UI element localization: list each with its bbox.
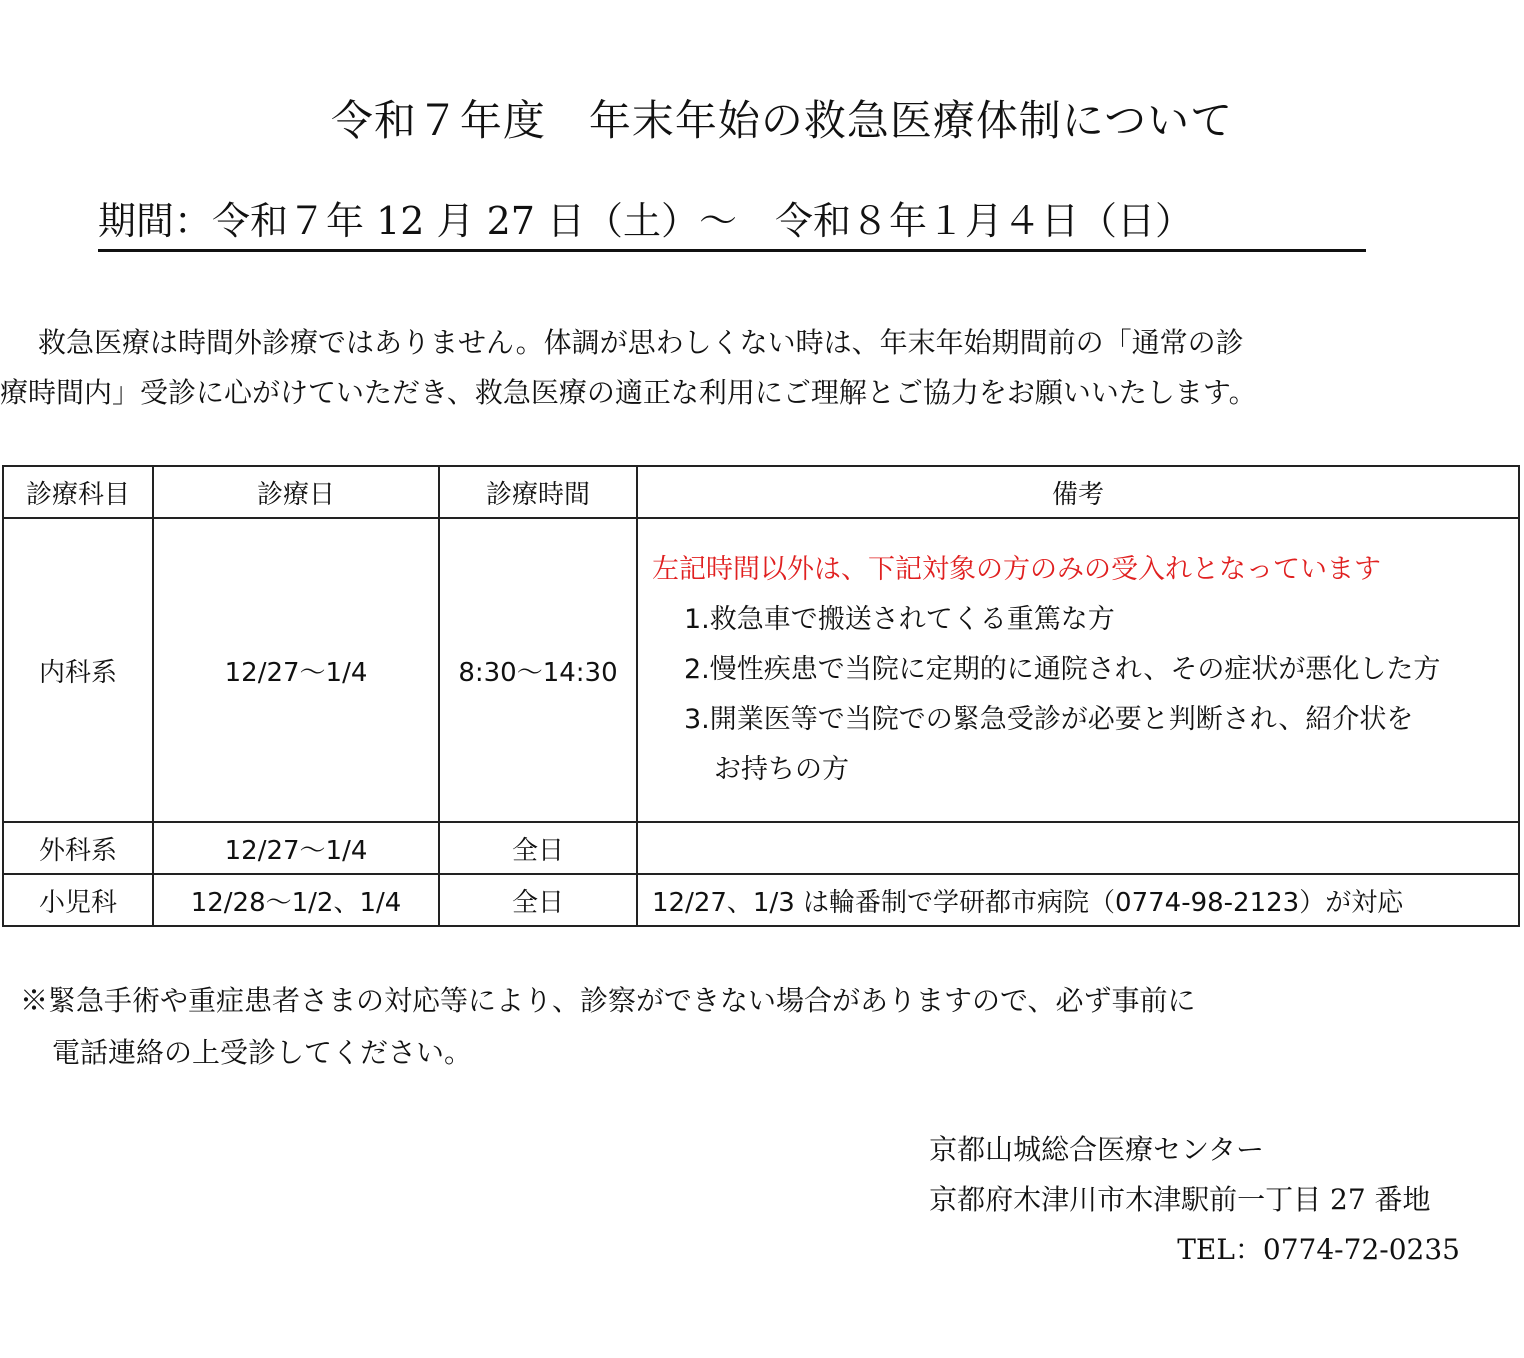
intro-line-2: 療時間内」受診に心がけていただき、救急医療の適正な利用にご理解とご協力をお願いいたします。 [0, 376, 1257, 409]
list-item: 3.開業医等で当院での緊急受診が必要と判断され、紹介状を [684, 704, 1414, 735]
cell-dept: 小児科 [3, 874, 153, 926]
period-heading: 期間：令和７年 12 月 27 日（土）～ 令和８年１月４日（日） [98, 190, 1366, 252]
remarks-red-note: 左記時間以外は、下記対象の方のみの受入れとなっています [652, 554, 1381, 585]
list-item: 1.救急車で搬送されてくる重篤な方 [684, 604, 1115, 635]
note-line-1: ※緊急手術や重症患者さまの対応等により、診察ができない場合がありますので、必ず事前に [20, 984, 1196, 1017]
header-remarks: 備考 [637, 466, 1519, 518]
schedule-table [2, 465, 1520, 927]
list-item-continuation [684, 745, 1518, 795]
cell-hours: 全日 [439, 874, 637, 926]
org-name: 京都山城総合医療センター [929, 1133, 1264, 1166]
table-row [3, 874, 1519, 926]
cell-remarks [637, 518, 1519, 822]
header-dept: 診療科目 [3, 466, 153, 518]
note-line-2: 電話連絡の上受診してください。 [52, 1036, 473, 1069]
table-row [3, 822, 1519, 874]
contact-footer [929, 1125, 1460, 1275]
cell-hours: 8:30～14:30 [439, 518, 637, 822]
phone-number: TEL：0774-72-0235 [1177, 1233, 1460, 1266]
cell-remarks [637, 822, 1519, 874]
cell-remarks: 12/27、1/3 は輪番制で学研都市病院（0774-98-2123）が対応 [637, 874, 1519, 926]
continuation-text: お持ちの方 [714, 754, 849, 785]
header-dates: 診療日 [153, 466, 439, 518]
remarks-list [652, 595, 1518, 795]
cell-dates: 12/27～1/4 [153, 518, 439, 822]
list-item: 2.慢性疾患で当院に定期的に通院され、その症状が悪化した方 [684, 654, 1441, 685]
caution-note [20, 975, 1480, 1079]
cell-dates: 12/28～1/2、1/4 [153, 874, 439, 926]
intro-line-1: 救急医療は時間外診療ではありません。体調が思わしくない時は、年末年始期間前の「通常の診 [38, 326, 1244, 359]
intro-paragraph [0, 318, 1470, 418]
table-row [3, 518, 1519, 822]
header-hours: 診療時間 [439, 466, 637, 518]
cell-hours: 全日 [439, 822, 637, 874]
page-title: 令和７年度 年末年始の救急医療体制について [330, 96, 1234, 145]
cell-dates: 12/27～1/4 [153, 822, 439, 874]
address: 京都府木津川市木津駅前一丁目 27 番地 [929, 1183, 1431, 1216]
cell-dept: 内科系 [3, 518, 153, 822]
cell-dept: 外科系 [3, 822, 153, 874]
table-header-row [3, 466, 1519, 518]
